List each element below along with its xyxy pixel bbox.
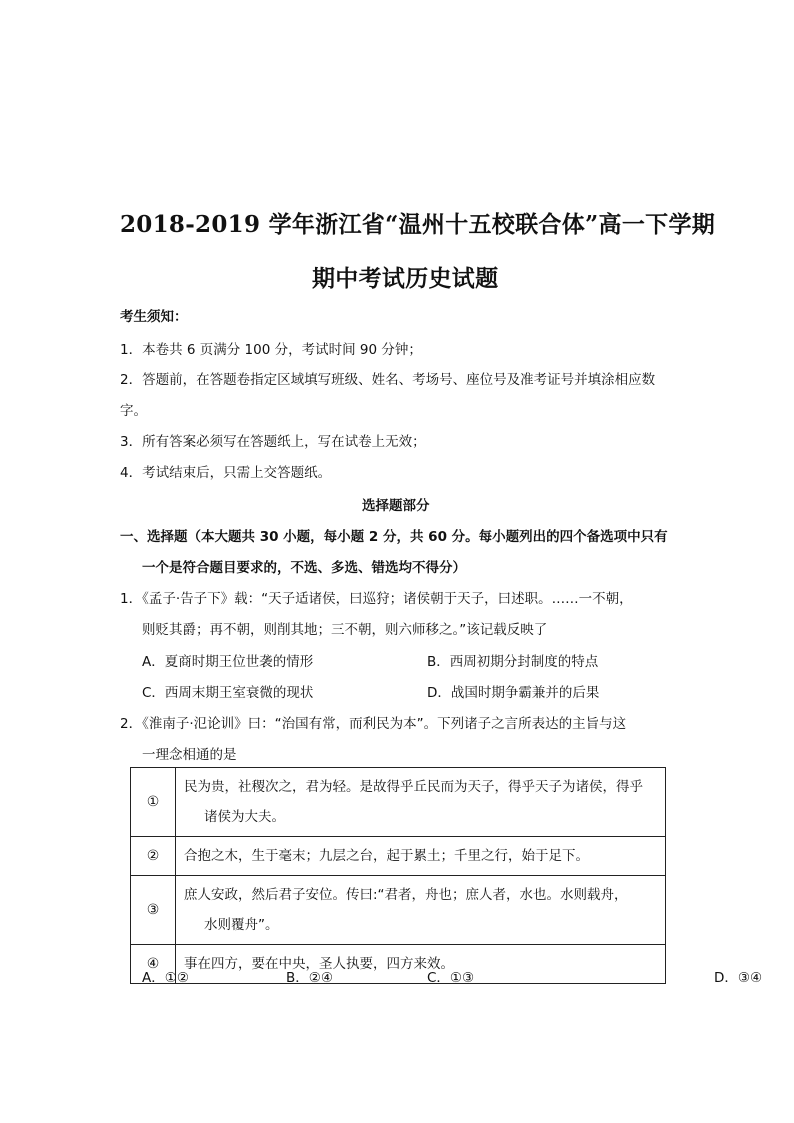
q2-option-d[interactable]: D．③④ xyxy=(714,970,763,986)
row-content xyxy=(176,945,666,984)
table-row xyxy=(131,945,666,984)
q1-option-b[interactable]: B．西周初期分封制度的特点 xyxy=(427,654,599,670)
q2-option-b[interactable]: B．②④ xyxy=(286,970,333,986)
q2-option-c[interactable]: C．①③ xyxy=(427,970,475,986)
q2-option-a[interactable]: A．①② xyxy=(142,970,189,986)
q2-stem-line2: 一理念相通的是 xyxy=(142,747,237,763)
row-text-line1: 庶人安政，然后君子安位。传曰:“君者，舟也；庶人者，水也。水则载舟， xyxy=(184,887,628,903)
part-heading-line1: 一、选择题（本大题共 30 小题，每小题 2 分，共 60 分。每小题列出的四个备选项中只有 xyxy=(120,529,668,545)
notice-item-4: 4．考试结束后，只需上交答题纸。 xyxy=(120,465,332,481)
notice-heading: 考生须知： xyxy=(120,309,188,325)
q1-option-a[interactable]: A．夏商时期王位世袭的情形 xyxy=(142,654,314,670)
row-number: ③ xyxy=(131,876,176,945)
notice-item-1: 1．本卷共 6 页满分 100 分，考试时间 90 分钟； xyxy=(120,342,422,358)
row-text-line1: 民为贵，社稷次之，君为轻。是故得乎丘民而为天子，得乎天子为诸侯，得乎 xyxy=(184,779,643,795)
row-content xyxy=(176,876,666,945)
row-text-line1: 合抱之木，生于毫末；九层之台，起于累土；千里之行，始于足下。 xyxy=(184,848,589,864)
q2-stem-line1: 2．《淮南子·氾论训》曰：“治国有常，而利民为本”。下列诸子之言所表达的主旨与这 xyxy=(120,716,627,732)
part-heading-line2: 一个是符合题目要求的，不选、多选、错选均不得分） xyxy=(142,560,466,576)
page-title-line2: 期中考试历史试题 xyxy=(312,265,499,292)
row-text-line2: 诸侯为大夫。 xyxy=(204,809,285,825)
q2-statement-table xyxy=(130,767,666,984)
notice-item-2: 2．答题前，在答题卷指定区域填写班级、姓名、考场号、座位号及准考证号并填涂相应数 xyxy=(120,372,656,388)
table-row xyxy=(131,876,666,945)
notice-item-3: 3．所有答案必须写在答题纸上，写在试卷上无效； xyxy=(120,434,426,450)
table-row xyxy=(131,837,666,876)
page-title-line1: 2018-2019 学年浙江省“温州十五校联合体”高一下学期 xyxy=(120,211,716,238)
row-number: ④ xyxy=(131,945,176,984)
row-content xyxy=(176,768,666,837)
q1-stem-line1: 1．《孟子·告子下》载：“天子适诸侯，曰巡狩；诸侯朝于天子，曰述职。……一不朝， xyxy=(120,591,633,607)
section-title: 选择题部分 xyxy=(362,498,430,514)
row-content xyxy=(176,837,666,876)
q1-stem-line2: 则贬其爵；再不朝，则削其地；三不朝，则六师移之。”该记载反映了 xyxy=(142,622,548,638)
q1-option-c[interactable]: C．西周末期王室衰微的现状 xyxy=(142,685,314,701)
row-text-line2: 水则覆舟”。 xyxy=(204,917,279,933)
q1-option-d[interactable]: D．战国时期争霸兼并的后果 xyxy=(427,685,600,701)
table-row xyxy=(131,768,666,837)
row-number: ② xyxy=(131,837,176,876)
row-text-line1: 事在四方，要在中央，圣人执要，四方来效。 xyxy=(184,956,454,972)
notice-item-2-cont: 字。 xyxy=(120,403,147,419)
row-number: ① xyxy=(131,768,176,837)
